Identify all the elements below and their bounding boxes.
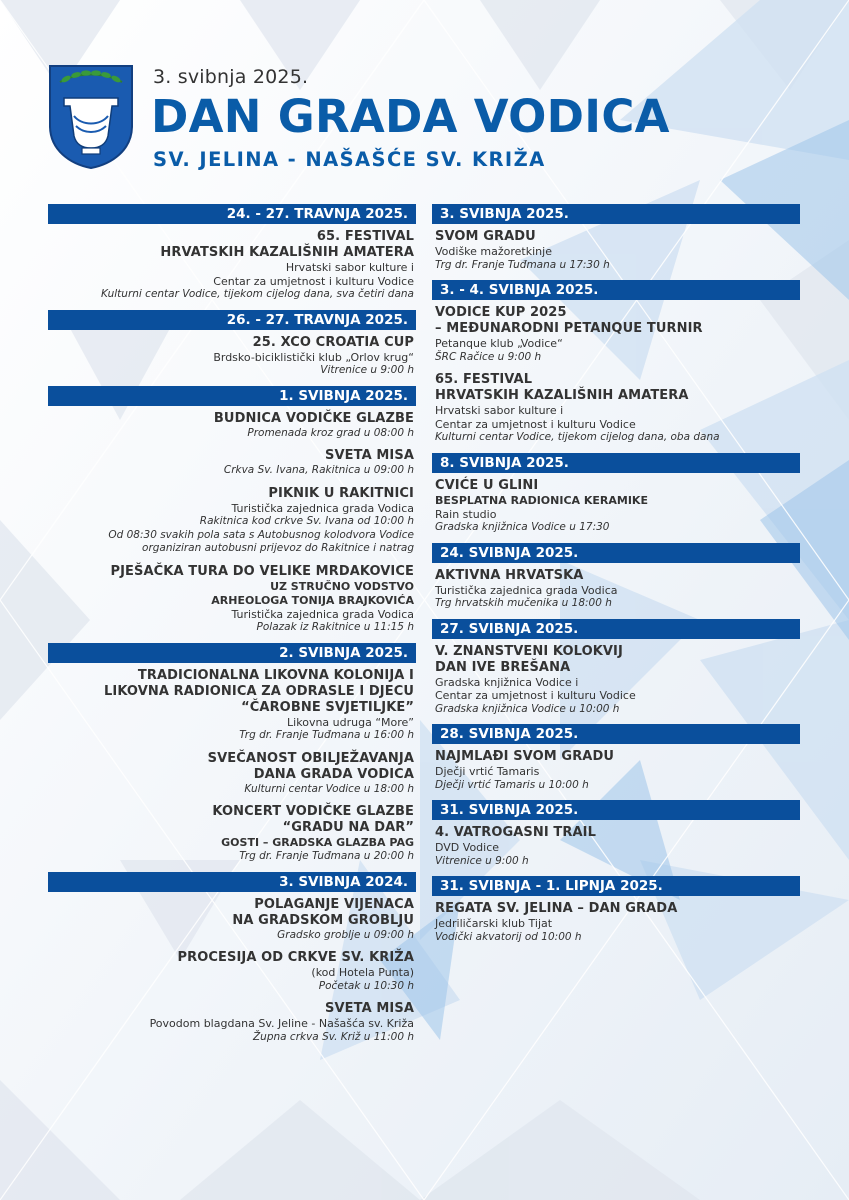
event-item [435, 305, 800, 364]
event-date: 3. svibnja 2025. [153, 66, 309, 88]
event-title: REGATA SV. JELINA – DAN GRADA [435, 901, 678, 916]
event-list [432, 473, 800, 535]
event-title: V. ZNANSTVENI KOLOKVIJ [435, 643, 623, 659]
event-title: “GRADU NA DAR” [282, 820, 414, 835]
event-organizer: Dječji vrtić Tamaris [435, 765, 540, 778]
date-banner: 1. SVIBNJA 2025. [48, 386, 416, 406]
event-organizer: Jedriličarski klub Tijat [435, 917, 553, 930]
event-organizer: Centar za umjetnost i kulturu Vodice [435, 689, 636, 702]
event-organizer: Brdsko-biciklistički klub „Orlov krug“ [213, 350, 414, 364]
event-location-time: Kulturni centar Vodice, tijekom cijelog dana, oba dana [435, 431, 720, 443]
event-location-time: Trg hrvatskih mučenika u 18:00 h [435, 597, 612, 609]
event-title: 65. FESTIVAL [435, 372, 533, 387]
event-organizer: Hrvatski sabor kulture i [435, 404, 564, 417]
programme-day [432, 619, 800, 717]
programme-day [432, 453, 800, 535]
event-item [435, 229, 800, 272]
event-item [48, 448, 414, 478]
event-organizer: Centar za umjetnost i kulturu Vodice [213, 274, 414, 288]
event-location-time: Rakitnica kod crkve Sv. Ivana od 10:00 h [199, 515, 414, 527]
event-location-time: Od 08:30 svakih pola sata s Autobusnog kolodvora Vodice [108, 528, 414, 541]
event-item [48, 486, 414, 556]
event-item [48, 950, 414, 993]
event-title: PJEŠAČKA TURA DO VELIKE MRDAKOVICE [110, 563, 414, 579]
event-title: CVIĆE U GLINI [435, 477, 539, 493]
event-title: NA GRADSKOM GROBLJU [232, 912, 414, 928]
event-location-time: Vodički akvatorij od 10:00 h [435, 930, 582, 943]
event-list [432, 300, 800, 445]
event-title: SVETA MISA [325, 1001, 414, 1016]
event-title: SVETA MISA [325, 448, 414, 463]
event-title: PROCESIJA OD CRKVE SV. KRIŽA [177, 950, 414, 965]
event-organizer: Centar za umjetnost i kulturu Vodice [435, 417, 636, 431]
event-item [435, 568, 800, 611]
event-location-time: Crkva Sv. Ivana, Rakitnica u 09:00 h [223, 464, 414, 476]
event-item [435, 644, 800, 717]
event-item [48, 564, 414, 635]
vodice-coat-of-arms-icon [48, 64, 134, 170]
event-title: HRVATSKIH KAZALIŠNIH AMATERA [160, 245, 414, 260]
right-column [432, 204, 800, 952]
event-subtitle: UZ STRUČNO VODSTVO [270, 579, 414, 593]
event-title: SVEČANOST OBILJEŽAVANJA [207, 750, 414, 766]
event-location-time: Promenada kroz grad u 08:00 h [247, 426, 414, 439]
date-banner: 3. SVIBNJA 2024. [48, 872, 416, 892]
event-title: AKTIVNA HRVATSKA [435, 567, 584, 583]
programme-day [48, 872, 416, 1045]
date-banner: 2. SVIBNJA 2025. [48, 643, 416, 663]
event-location-time: Dječji vrtić Tamaris u 10:00 h [435, 778, 589, 791]
event-title: – MEĐUNARODNI PETANQUE TURNIR [435, 321, 703, 336]
date-banner: 3. SVIBNJA 2025. [432, 204, 800, 224]
date-banner: 31. SVIBNJA 2025. [432, 800, 800, 820]
event-organizer: (kod Hotela Punta) [311, 966, 414, 979]
event-location-time: Trg dr. Franje Tuđmana u 20:00 h [239, 850, 414, 862]
programme-day [432, 543, 800, 611]
event-location-time: ŠRC Račice u 9:00 h [435, 350, 542, 363]
left-column [48, 204, 416, 1052]
event-subtitle: GOSTI – GRADSKA GLAZBA PAG [221, 836, 414, 849]
event-item [48, 751, 414, 797]
event-list [432, 639, 800, 717]
page-title: DAN GRADA VODICA [151, 90, 670, 143]
date-banner: 26. - 27. TRAVNJA 2025. [48, 310, 416, 330]
event-organizer: Likovna udruga “More” [287, 715, 414, 729]
event-list [432, 224, 800, 272]
programme-day [432, 876, 800, 944]
event-item [435, 372, 800, 445]
programme-day [48, 386, 416, 635]
event-organizer: DVD Vodice [435, 841, 500, 854]
event-location-time: Gradska knjižnica Vodice u 17:30 [435, 521, 610, 533]
event-subtitle: BESPLATNA RADIONICA KERAMIKE [435, 493, 648, 507]
event-item [435, 825, 800, 868]
event-title: DANA GRADA VODICA [253, 766, 414, 782]
event-location-time: Trg dr. Franje Tuđmana u 17:30 h [435, 258, 610, 271]
event-organizer: Turistička zajednica grada Vodica [435, 583, 618, 597]
event-organizer: Hrvatski sabor kulture i [285, 261, 414, 274]
event-organizer: Gradska knjižnica Vodice i [435, 675, 579, 689]
event-list [432, 744, 800, 792]
programme-day [48, 310, 416, 378]
date-banner: 27. SVIBNJA 2025. [432, 619, 800, 639]
event-location-time: Gradsko groblje u 09:00 h [277, 928, 414, 941]
event-location-time: Gradska knjižnica Vodice u 10:00 h [435, 702, 620, 715]
date-banner: 31. SVIBNJA - 1. LIPNJA 2025. [432, 876, 800, 896]
event-list [432, 820, 800, 868]
event-location-time: Vitrenice u 9:00 h [320, 364, 414, 376]
page-subtitle: SV. JELINA - NAŠAŠĆE SV. KRIŽA [153, 148, 546, 171]
event-location-time: Vitrenice u 9:00 h [435, 854, 529, 867]
event-title: 65. FESTIVAL [316, 229, 414, 244]
programme-day [48, 643, 416, 864]
event-item [48, 411, 414, 441]
event-title: BUDNICA VODIČKE GLAZBE [213, 410, 414, 426]
event-item [48, 335, 414, 378]
event-title: POLAGANJE VIJENACA [254, 896, 414, 912]
programme-day [432, 724, 800, 792]
event-organizer: Turistička zajednica grada Vodica [231, 501, 414, 515]
event-list [48, 224, 416, 302]
programme-day [432, 204, 800, 272]
event-location-time: Kulturni centar Vodice, tijekom cijelog dana, sva četiri dana [101, 288, 414, 300]
event-location-time: Polazak iz Rakitnice u 11:15 h [256, 621, 414, 633]
event-title: DAN IVE BREŠANA [435, 659, 571, 675]
event-list [48, 892, 416, 1045]
event-list [48, 330, 416, 378]
event-organizer: Vodiške mažoretkinje [435, 245, 552, 258]
date-banner: 8. SVIBNJA 2025. [432, 453, 800, 473]
event-list [48, 663, 416, 864]
event-title: NAJMLAĐI SVOM GRADU [435, 749, 615, 764]
event-title: TRADICIONALNA LIKOVNA KOLONIJA I [137, 667, 414, 683]
event-location-time: Početak u 10:30 h [318, 979, 414, 992]
event-title: LIKOVNA RADIONICA ZA ODRASLE I DJECU [104, 683, 414, 699]
event-title: VODICE KUP 2025 [435, 305, 567, 320]
event-organizer: Turistička zajednica grada Vodica [231, 607, 414, 621]
event-list [432, 896, 800, 944]
event-item [48, 1001, 414, 1044]
event-organizer: Rain studio [435, 507, 497, 521]
event-list [48, 406, 416, 635]
date-banner: 24. SVIBNJA 2025. [432, 543, 800, 563]
event-title: KONCERT VODIČKE GLAZBE [212, 804, 414, 819]
event-item [435, 478, 800, 535]
event-title: 25. XCO CROATIA CUP [252, 334, 414, 350]
event-item [48, 804, 414, 864]
event-title: SVOM GRADU [435, 229, 536, 244]
programme-day [48, 204, 416, 302]
event-item [435, 749, 800, 792]
date-banner: 3. - 4. SVIBNJA 2025. [432, 280, 800, 300]
event-item [48, 897, 414, 943]
event-title: 4. VATROGASNI TRAIL [435, 825, 596, 840]
event-item [48, 668, 414, 743]
event-organizer: Povodom blagdana Sv. Jeline - Našašća sv. Križa [149, 1017, 414, 1030]
programme-day [432, 280, 800, 445]
event-organizer: Petanque klub „Vodice“ [435, 337, 563, 350]
event-location-time: Kulturni centar Vodice u 18:00 h [244, 782, 414, 795]
event-item [48, 229, 414, 302]
event-item [435, 901, 800, 944]
event-location-time: Trg dr. Franje Tuđmana u 16:00 h [239, 729, 414, 741]
event-title: “ČAROBNE SVJETILJKE” [241, 699, 414, 715]
event-title: PIKNIK U RAKITNICI [268, 485, 414, 501]
event-location-time: organiziran autobusni prijevoz do Rakitnice i natrag [142, 542, 414, 554]
programme-day [432, 800, 800, 868]
event-title: HRVATSKIH KAZALIŠNIH AMATERA [435, 388, 689, 403]
event-subtitle: ARHEOLOGA TONIJA BRAJKOVIĆA [211, 593, 414, 607]
date-banner: 28. SVIBNJA 2025. [432, 724, 800, 744]
date-banner: 24. - 27. TRAVNJA 2025. [48, 204, 416, 224]
event-location-time: Župna crkva Sv. Križ u 11:00 h [252, 1030, 414, 1043]
event-list [432, 563, 800, 611]
